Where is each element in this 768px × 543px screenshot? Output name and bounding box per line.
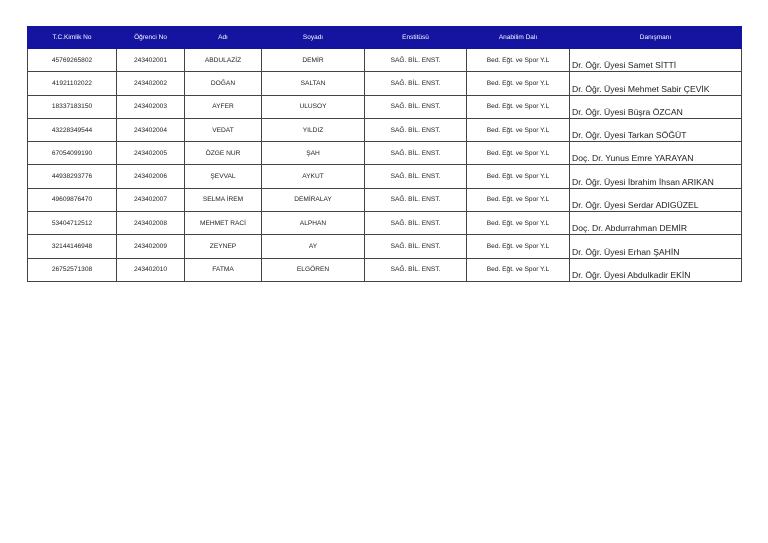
- header-adi: Adı: [185, 27, 262, 49]
- enstitusu-cell: SAĞ. BİL. ENST.: [365, 235, 467, 258]
- soyadi-cell: YILDIZ: [262, 118, 365, 141]
- anabilim-dali-cell: Bed. Eğt. ve Spor Y.L: [467, 49, 570, 72]
- soyadi-cell: ŞAH: [262, 142, 365, 165]
- danismani-cell: Dr. Öğr. Üyesi Abdulkadir EKİN: [570, 258, 742, 281]
- student-table: [27, 26, 742, 282]
- tc-kimlik-no-cell: 44938293776: [28, 165, 117, 188]
- tc-kimlik-no-cell: 67054099190: [28, 142, 117, 165]
- ogrenci-no-cell: 243402005: [117, 142, 185, 165]
- danismani-cell: Dr. Öğr. Üyesi Erhan ŞAHİN: [570, 235, 742, 258]
- header-anabilim-dali: Anabilim Dalı: [467, 27, 570, 49]
- tc-kimlik-no-cell: 43228349544: [28, 118, 117, 141]
- ogrenci-no-cell: 243402007: [117, 188, 185, 211]
- student-advisor-sheet: [27, 26, 742, 282]
- anabilim-dali-cell: Bed. Eğt. ve Spor Y.L: [467, 95, 570, 118]
- danismani-cell: Dr. Öğr. Üyesi Mehmet Sabir ÇEVİK: [570, 72, 742, 95]
- enstitusu-cell: SAĞ. BİL. ENST.: [365, 212, 467, 235]
- enstitusu-cell: SAĞ. BİL. ENST.: [365, 118, 467, 141]
- tc-kimlik-no-cell: 45769265802: [28, 49, 117, 72]
- anabilim-dali-cell: Bed. Eğt. ve Spor Y.L: [467, 118, 570, 141]
- adi-cell: SELMA İREM: [185, 188, 262, 211]
- soyadi-cell: ELGÖREN: [262, 258, 365, 281]
- header-danismani: Danışmanı: [570, 27, 742, 49]
- table-row: [28, 142, 742, 165]
- adi-cell: FATMA: [185, 258, 262, 281]
- adi-cell: ZEYNEP: [185, 235, 262, 258]
- danismani-cell: Doç. Dr. Abdurrahman DEMİR: [570, 212, 742, 235]
- anabilim-dali-cell: Bed. Eğt. ve Spor Y.L: [467, 142, 570, 165]
- anabilim-dali-cell: Bed. Eğt. ve Spor Y.L: [467, 258, 570, 281]
- ogrenci-no-cell: 243402006: [117, 165, 185, 188]
- table-row: [28, 95, 742, 118]
- table-row: [28, 165, 742, 188]
- danismani-cell: Dr. Öğr. Üyesi İbrahim İhsan ARIKAN: [570, 165, 742, 188]
- adi-cell: ŞEVVAL: [185, 165, 262, 188]
- header-enstitusu: Enstitüsü: [365, 27, 467, 49]
- tc-kimlik-no-cell: 26752571308: [28, 258, 117, 281]
- soyadi-cell: AYKUT: [262, 165, 365, 188]
- danismani-cell: Dr. Öğr. Üyesi Büşra ÖZCAN: [570, 95, 742, 118]
- ogrenci-no-cell: 243402009: [117, 235, 185, 258]
- soyadi-cell: ALPHAN: [262, 212, 365, 235]
- adi-cell: ÖZGE NUR: [185, 142, 262, 165]
- soyadi-cell: DEMİRALAY: [262, 188, 365, 211]
- table-row: [28, 72, 742, 95]
- enstitusu-cell: SAĞ. BİL. ENST.: [365, 142, 467, 165]
- ogrenci-no-cell: 243402010: [117, 258, 185, 281]
- adi-cell: DOĞAN: [185, 72, 262, 95]
- danismani-cell: Dr. Öğr. Üyesi Samet SİTTİ: [570, 49, 742, 72]
- tc-kimlik-no-cell: 41921102022: [28, 72, 117, 95]
- enstitusu-cell: SAĞ. BİL. ENST.: [365, 95, 467, 118]
- table-row: [28, 212, 742, 235]
- enstitusu-cell: SAĞ. BİL. ENST.: [365, 258, 467, 281]
- header-row: [28, 27, 742, 49]
- table-row: [28, 49, 742, 72]
- enstitusu-cell: SAĞ. BİL. ENST.: [365, 188, 467, 211]
- soyadi-cell: ULUSOY: [262, 95, 365, 118]
- table-row: [28, 258, 742, 281]
- header-soyadi: Soyadı: [262, 27, 365, 49]
- tc-kimlik-no-cell: 53404712512: [28, 212, 117, 235]
- ogrenci-no-cell: 243402002: [117, 72, 185, 95]
- anabilim-dali-cell: Bed. Eğt. ve Spor Y.L: [467, 235, 570, 258]
- table-row: [28, 188, 742, 211]
- soyadi-cell: AY: [262, 235, 365, 258]
- soyadi-cell: SALTAN: [262, 72, 365, 95]
- tc-kimlik-no-cell: 49609876470: [28, 188, 117, 211]
- danismani-cell: Doç. Dr. Yunus Emre YARAYAN: [570, 142, 742, 165]
- table-row: [28, 235, 742, 258]
- enstitusu-cell: SAĞ. BİL. ENST.: [365, 49, 467, 72]
- header-tc-kimlik-no: T.C.Kimlik No: [28, 27, 117, 49]
- anabilim-dali-cell: Bed. Eğt. ve Spor Y.L: [467, 165, 570, 188]
- adi-cell: VEDAT: [185, 118, 262, 141]
- enstitusu-cell: SAĞ. BİL. ENST.: [365, 72, 467, 95]
- danismani-cell: Dr. Öğr. Üyesi Serdar ADIGÜZEL: [570, 188, 742, 211]
- adi-cell: AYFER: [185, 95, 262, 118]
- adi-cell: MEHMET RACİ: [185, 212, 262, 235]
- ogrenci-no-cell: 243402003: [117, 95, 185, 118]
- adi-cell: ABDULAZİZ: [185, 49, 262, 72]
- anabilim-dali-cell: Bed. Eğt. ve Spor Y.L: [467, 72, 570, 95]
- table-row: [28, 118, 742, 141]
- ogrenci-no-cell: 243402004: [117, 118, 185, 141]
- header-ogrenci-no: Öğrenci No: [117, 27, 185, 49]
- tc-kimlik-no-cell: 32144146948: [28, 235, 117, 258]
- ogrenci-no-cell: 243402001: [117, 49, 185, 72]
- anabilim-dali-cell: Bed. Eğt. ve Spor Y.L: [467, 212, 570, 235]
- anabilim-dali-cell: Bed. Eğt. ve Spor Y.L: [467, 188, 570, 211]
- ogrenci-no-cell: 243402008: [117, 212, 185, 235]
- enstitusu-cell: SAĞ. BİL. ENST.: [365, 165, 467, 188]
- danismani-cell: Dr. Öğr. Üyesi Tarkan SÖĞÜT: [570, 118, 742, 141]
- soyadi-cell: DEMİR: [262, 49, 365, 72]
- tc-kimlik-no-cell: 18337183150: [28, 95, 117, 118]
